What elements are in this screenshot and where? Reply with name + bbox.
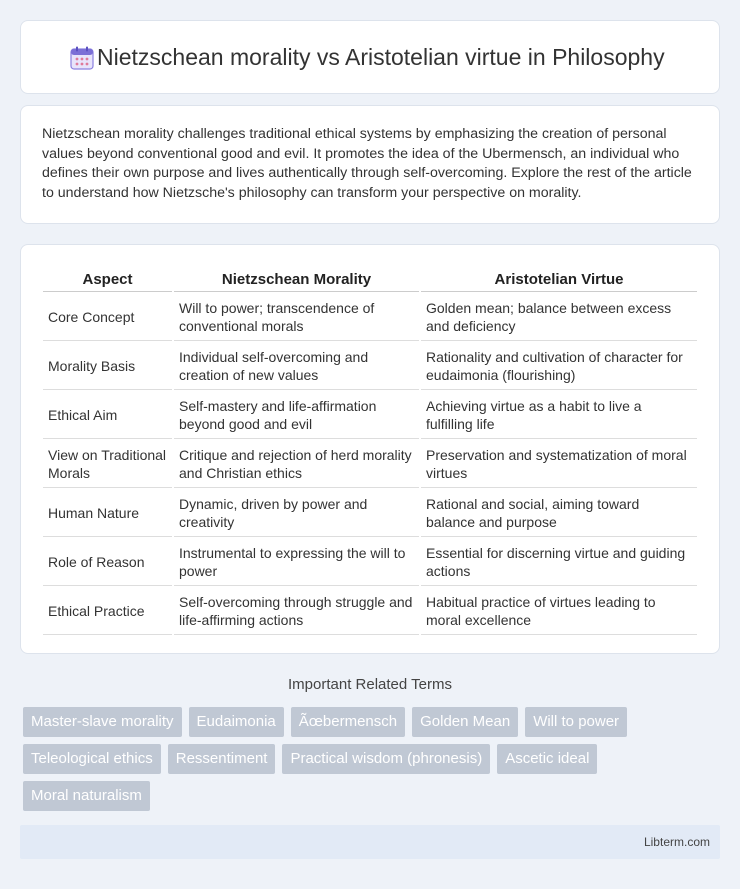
tag-teleological-ethics[interactable]: Teleological ethics: [23, 744, 161, 774]
footer-bar: [20, 825, 720, 859]
table-cell-nietzschean: Self-mastery and life-affirmation beyond good and evil: [174, 392, 419, 439]
table-cell-aspect: Morality Basis: [43, 343, 172, 390]
table-cell-aristotelian: Rational and social, aiming toward balance and purpose: [421, 490, 697, 537]
tag-golden-mean[interactable]: Golden Mean: [412, 707, 518, 737]
table-cell-aspect: Human Nature: [43, 490, 172, 537]
table-cell-aspect: Ethical Aim: [43, 392, 172, 439]
tag-ressentiment[interactable]: Ressentiment: [168, 744, 276, 774]
page-title: Nietzschean morality vs Aristotelian virtue in Philosophy: [97, 44, 665, 70]
comparison-table: [41, 265, 699, 637]
table-cell-aristotelian: Golden mean; balance between excess and deficiency: [421, 294, 697, 341]
header-card: [20, 20, 720, 94]
table-cell-aristotelian: Preservation and systematization of moral virtues: [421, 441, 697, 488]
tag-practical-wisdom[interactable]: Practical wisdom (phronesis): [282, 744, 490, 774]
table-row: [43, 588, 697, 635]
table-row: [43, 343, 697, 390]
footer-site-link[interactable]: Libterm.com: [643, 835, 710, 849]
table-cell-aspect: View on Traditional Morals: [43, 441, 172, 488]
column-header-aspect: Aspect: [43, 267, 172, 292]
table-row: [43, 441, 697, 488]
tag-ascetic-ideal[interactable]: Ascetic ideal: [497, 744, 597, 774]
table-cell-aspect: Role of Reason: [43, 539, 172, 586]
table-cell-nietzschean: Dynamic, driven by power and creativity: [174, 490, 419, 537]
table-cell-aspect: Ethical Practice: [43, 588, 172, 635]
table-cell-aristotelian: Essential for discerning virtue and guiding actions: [421, 539, 697, 586]
table-cell-aspect: Core Concept: [43, 294, 172, 341]
table-cell-nietzschean: Critique and rejection of herd morality and Christian ethics: [174, 441, 419, 488]
table-row: [43, 490, 697, 537]
related-terms-list: [23, 707, 723, 818]
tag-master-slave-morality[interactable]: Master-slave morality: [23, 707, 182, 737]
intro-paragraph: Nietzschean morality challenges traditional ethical systems by emphasizing the creation of personal values beyond conventional good and evil. It promotes the idea of the Ubermensch, an individual who defines their own purpose and lives authentically through self-overcoming. Explore the rest of the article to understand how Nietzsche's philosophy can transform your perspective on morality.: [42, 126, 692, 201]
table-header-row: [43, 267, 697, 292]
table-row: [43, 294, 697, 341]
tag-moral-naturalism[interactable]: Moral naturalism: [23, 781, 150, 811]
table-cell-aristotelian: Achieving virtue as a habit to live a fulfilling life: [421, 392, 697, 439]
comparison-table-card: [20, 244, 720, 654]
tag-will-to-power[interactable]: Will to power: [525, 707, 627, 737]
table-cell-aristotelian: Habitual practice of virtues leading to moral excellence: [421, 588, 697, 635]
intro-card: [20, 105, 720, 224]
table-cell-aristotelian: Rationality and cultivation of character for eudaimonia (flourishing): [421, 343, 697, 390]
table-cell-nietzschean: Self-overcoming through struggle and life-affirming actions: [174, 588, 419, 635]
table-row: [43, 539, 697, 586]
table-row: [43, 392, 697, 439]
table-cell-nietzschean: Individual self-overcoming and creation of new values: [174, 343, 419, 390]
calendar-icon: [69, 45, 95, 71]
related-terms-heading: Important Related Terms: [288, 676, 452, 693]
tag-ubermensch[interactable]: Ãœbermensch: [291, 707, 405, 737]
tag-eudaimonia[interactable]: Eudaimonia: [189, 707, 284, 737]
column-header-nietzschean: Nietzschean Morality: [174, 267, 419, 292]
table-cell-nietzschean: Instrumental to expressing the will to power: [174, 539, 419, 586]
table-cell-nietzschean: Will to power; transcendence of conventional morals: [174, 294, 419, 341]
column-header-aristotelian: Aristotelian Virtue: [421, 267, 697, 292]
